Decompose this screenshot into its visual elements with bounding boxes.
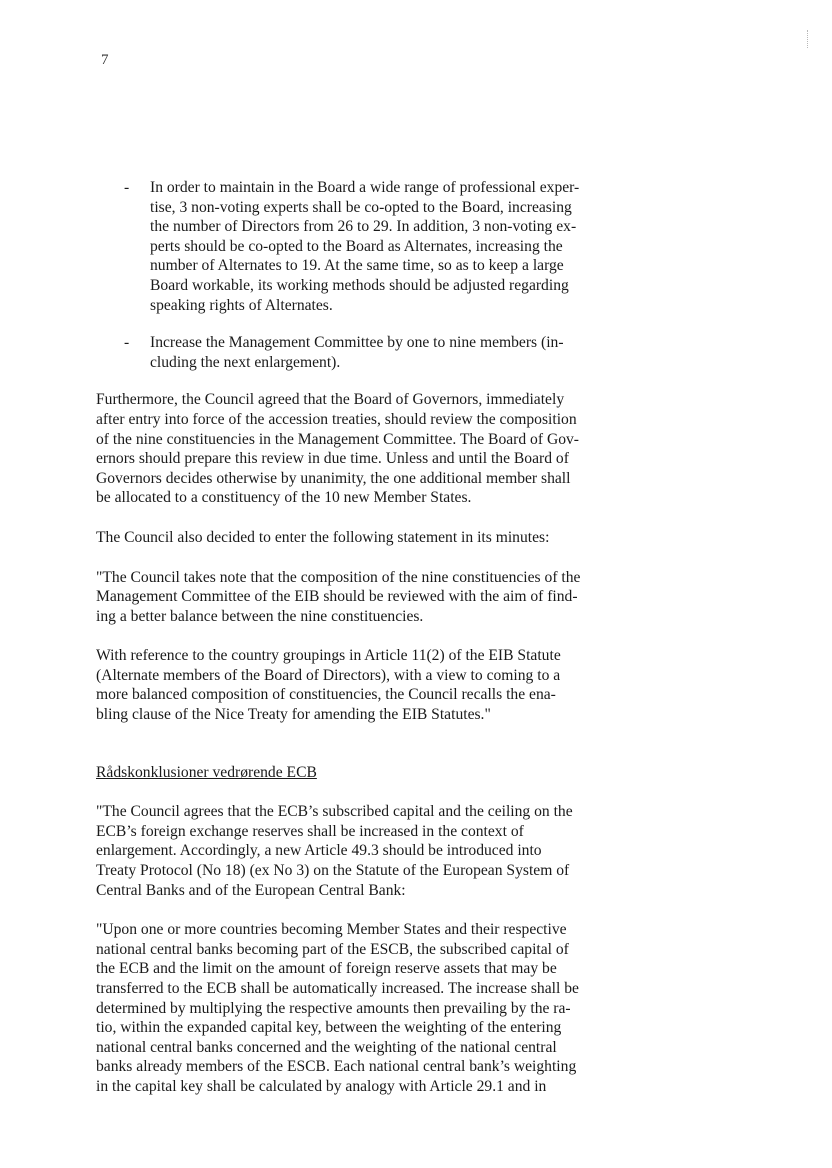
paragraph-text-line: banks already members of the ESCB. Each national central bank’s weighting bbox=[96, 1058, 577, 1076]
bullet-item bbox=[96, 178, 636, 315]
bullet-text-line: perts should be co-opted to the Board as Alternates, increasing the bbox=[150, 237, 563, 255]
paragraph-text-line: Management Committee of the EIB should be reviewed with the aim of find- bbox=[96, 588, 578, 606]
bullet-list bbox=[96, 178, 636, 372]
bullet-text-line: speaking rights of Alternates. bbox=[150, 296, 333, 314]
paragraph-group-ecb bbox=[96, 802, 636, 1096]
paragraph bbox=[96, 390, 636, 508]
bullet-text-line: the number of Directors from 26 to 29. In addition, 3 non-voting ex- bbox=[150, 218, 577, 236]
page-number: 7 bbox=[101, 52, 109, 68]
paragraph-text-line: "The Council takes note that the composition of the nine constituencies of the bbox=[96, 568, 581, 586]
paragraph-text-line: The Council also decided to enter the following statement in its minutes: bbox=[96, 528, 550, 546]
bullet-dash: - bbox=[124, 179, 130, 196]
paragraph bbox=[96, 568, 636, 627]
bullet-text-line: tise, 3 non-voting experts shall be co-opted to the Board, increasing bbox=[150, 198, 572, 216]
paragraph-text-line: ernors should prepare this review in due time. Unless and until the Board of bbox=[96, 450, 569, 468]
paragraph-text-line: ing a better balance between the nine constituencies. bbox=[96, 607, 424, 625]
paragraph-text-line: tio, within the expanded capital key, between the weighting of the entering bbox=[96, 1019, 562, 1037]
paragraph-text-line: of the nine constituencies in the Management Committee. The Board of Gov- bbox=[96, 430, 579, 448]
bullet-text-line: Increase the Management Committee by one to nine members (in- bbox=[150, 334, 564, 352]
bullet-dash: - bbox=[124, 334, 130, 352]
paragraph bbox=[96, 802, 636, 900]
bullet-text-line: Board workable, its working methods should be adjusted regarding bbox=[150, 276, 569, 294]
paragraph-text-line: "Upon one or more countries becoming Member States and their respective bbox=[96, 921, 567, 939]
bullet-text-line: cluding the next enlargement). bbox=[150, 353, 341, 371]
paragraph bbox=[96, 920, 636, 1096]
paragraph-text-line: in the capital key shall be calculated by analogy with Article 29.1 and in bbox=[96, 1077, 547, 1095]
bullet-text-line: In order to maintain in the Board a wide range of professional exper- bbox=[150, 179, 580, 196]
paragraph-text-line: more balanced composition of constituencies, the Council recalls the ena- bbox=[96, 686, 556, 704]
paragraph-text-line: after entry into force of the accession treaties, should review the composition bbox=[96, 410, 577, 428]
paragraph-text-line: bling clause of the Nice Treaty for amending the EIB Statutes." bbox=[96, 706, 491, 724]
paragraph-text-line: ECB’s foreign exchange reserves shall be increased in the context of bbox=[96, 822, 524, 840]
bullet-item bbox=[96, 333, 636, 372]
section-heading: Rådskonklusioner vedrørende ECB bbox=[96, 763, 317, 781]
paragraph-text-line: the ECB and the limit on the amount of foreign reserve assets that may be bbox=[96, 960, 557, 978]
paragraph-text-line: enlargement. Accordingly, a new Article 49.3 should be introduced into bbox=[96, 842, 542, 860]
paragraph-text-line: (Alternate members of the Board of Directors), with a view to coming to a bbox=[96, 666, 561, 684]
paragraph-text-line: "The Council agrees that the ECB’s subscribed capital and the ceiling on the bbox=[96, 803, 573, 821]
paragraph-text-line: be allocated to a constituency of the 10 new Member States. bbox=[96, 489, 472, 507]
paragraph-text-line: national central banks becoming part of the ESCB, the subscribed capital of bbox=[96, 940, 569, 958]
paragraph bbox=[96, 528, 636, 548]
paragraph-text-line: Treaty Protocol (No 18) (ex No 3) on the Statute of the European System of bbox=[96, 862, 570, 880]
paragraph bbox=[96, 646, 636, 724]
paragraph-text-line: Central Banks and of the European Central Bank: bbox=[96, 881, 406, 899]
document-body bbox=[96, 178, 636, 1117]
paragraph-text-line: With reference to the country groupings in Article 11(2) of the EIB Statute bbox=[96, 647, 561, 665]
paragraph-text-line: national central banks concerned and the weighting of the national central bbox=[96, 1038, 557, 1056]
bullet-text-line: number of Alternates to 19. At the same time, so as to keep a large bbox=[150, 257, 564, 275]
paragraph-text-line: transferred to the ECB shall be automatically increased. The increase shall be bbox=[96, 980, 579, 997]
paragraph-text-line: Furthermore, the Council agreed that the Board of Governors, immediately bbox=[96, 391, 565, 409]
paragraph-text-line: determined by multiplying the respective amounts then prevailing by the ra- bbox=[96, 999, 571, 1017]
scan-edge-mark bbox=[807, 30, 810, 48]
paragraph-text-line: Governors decides otherwise by unanimity, the one additional member shall bbox=[96, 469, 571, 487]
paragraph-group-eib bbox=[96, 390, 636, 724]
